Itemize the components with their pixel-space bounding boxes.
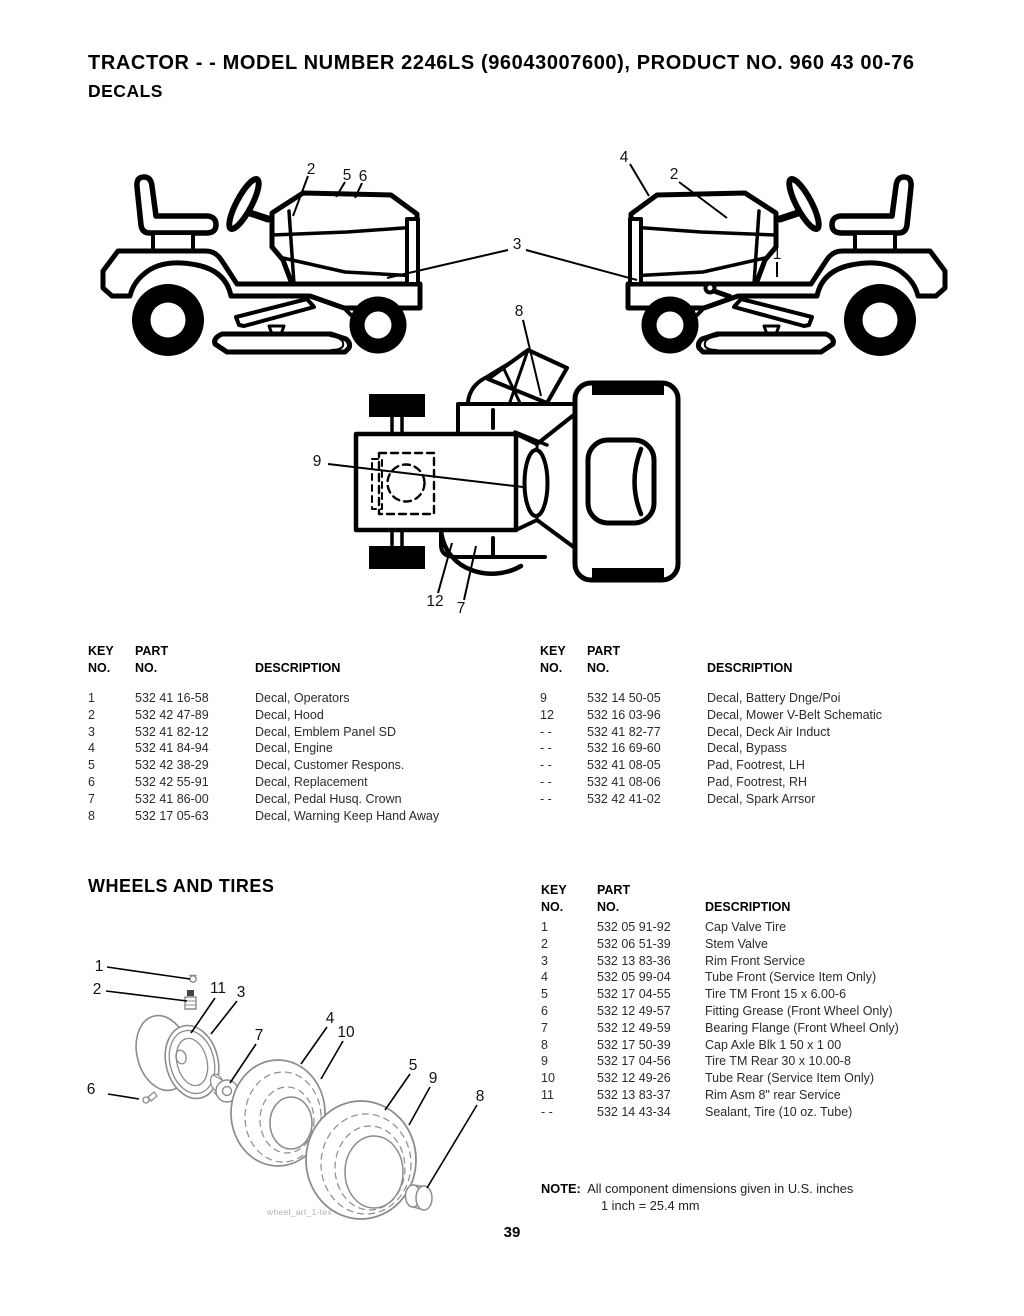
cell-part: 532 41 82-12 [135,724,209,739]
rim-drawing [129,1010,227,1104]
callout-decal: 2 [669,166,679,183]
valve-stem-drawing [185,990,196,1009]
table-row [541,1087,1001,1104]
callout-wheel: 1 [94,958,104,975]
cell-key: 7 [541,1020,548,1035]
cell-key: - - [540,741,552,756]
table-row [541,1070,1001,1087]
cell-part: 532 17 04-55 [597,987,671,1002]
wheel-exploded-illustration [129,976,432,1220]
cell-desc: Bearing Flange (Front Wheel Only) [705,1020,899,1035]
table-row [540,707,990,724]
decals-table-left [88,690,518,824]
page-title: TRACTOR - - MODEL NUMBER 2246LS (96043007600), PRODUCT NO. 960 43 00-76 [88,52,915,74]
callout-wheel: 11 [209,980,227,997]
cell-key: 5 [88,758,95,773]
callout-wheel: 10 [337,1024,355,1041]
note-line1: All component dimensions given in U.S. inches [587,1181,854,1196]
cell-desc: Tire TM Rear 30 x 10.00-8 [705,1054,851,1069]
tractor-right-illustration [628,176,945,356]
callout-decal: 2 [306,161,316,178]
seat-drawing [137,177,216,233]
callout-decal: 4 [619,149,629,166]
cell-key: 4 [541,970,548,985]
cell-key: 8 [88,808,95,823]
cell-part: 532 14 43-34 [597,1104,671,1119]
note-label: NOTE: [541,1181,581,1196]
cell-key: - - [540,758,552,773]
cell-part: 532 05 91-92 [597,920,671,934]
table-row [88,724,518,741]
deck-lever-drawing [236,299,314,326]
table-row [541,953,1001,970]
cell-part: 532 41 86-00 [135,791,209,806]
cell-key: 8 [541,1037,548,1052]
top-front-wheel-drawing [369,394,425,417]
callout-decal: 1 [772,246,782,263]
cell-part: 532 13 83-36 [597,953,671,968]
table-row [541,986,1001,1003]
table-row [88,791,518,808]
wheels-section-heading: WHEELS AND TIRES [88,876,275,896]
axle-cap-drawing [406,1185,433,1210]
cell-desc: Decal, Mower V-Belt Schematic [707,707,883,722]
decals-table-right [540,690,990,808]
cell-part: 532 41 08-06 [587,774,661,789]
cell-desc: Tube Rear (Service Item Only) [705,1071,875,1086]
table-row [88,690,518,707]
callout-decal: 5 [342,167,352,184]
table-row [540,690,990,707]
page-subtitle: DECALS [88,81,163,101]
frame-drawing [356,434,516,530]
decals-table-right-header: KEY PART NO. NO. DESCRIPTION [540,644,793,675]
cell-key: 4 [88,741,95,756]
cell-part: 532 42 38-29 [135,758,209,773]
cell-key: 12 [540,707,554,722]
callout-wheel: 5 [408,1057,418,1074]
cell-desc: Tire TM Front 15 x 6.00-6 [705,987,847,1002]
cell-desc: Cap Axle Blk 1 50 x 1 00 [705,1037,842,1052]
cell-key: - - [540,774,552,789]
cell-key: - - [540,791,552,806]
cell-part: 532 42 55-91 [135,774,209,789]
seat-pedestal-drawing [153,233,193,251]
callout-decal: 12 [426,593,444,610]
rear-tire-drawing [306,1101,416,1219]
engine-pulley-drawing [525,450,548,516]
callout-decal: 9 [312,453,322,470]
callout-decal: 6 [358,168,368,185]
callout-decal: 3 [512,236,522,253]
cell-part: 532 14 50-05 [587,691,661,705]
note-line2: 1 inch = 25.4 mm [601,1197,700,1213]
cell-key: 3 [541,953,548,968]
cell-part: 532 41 82-77 [587,724,661,739]
wheel-art-caption: wheel_art_1-tex [267,1207,332,1217]
callout-wheel: 3 [236,984,246,1001]
page-number: 39 [503,1224,521,1241]
table-row [88,757,518,774]
cell-key: 9 [540,691,547,705]
table-row [540,791,990,808]
cell-part: 532 12 49-57 [597,1003,671,1018]
cell-desc: Decal, Spark Arrsor [707,791,816,806]
wheels-table-header: KEY PART NO. NO. DESCRIPTION [541,883,791,914]
cell-desc: Decal, Operators [255,691,350,705]
grille-drawing [407,219,418,284]
cell-part: 532 41 84-94 [135,741,209,756]
callout-wheel: 7 [254,1027,264,1044]
cell-key: 11 [541,1087,554,1102]
steering-wheel-drawing [224,176,264,232]
top-front-wheel-drawing [369,546,425,569]
cell-part: 532 17 04-56 [597,1054,671,1069]
cell-desc: Decal, Emblem Panel SD [255,724,397,739]
cell-key: 5 [541,987,548,1002]
callout-wheel: 6 [86,1081,96,1098]
cell-key: 1 [541,920,548,934]
cell-key: 3 [88,724,95,739]
cell-part: 532 41 16-58 [135,691,209,705]
cell-desc: Fitting Grease (Front Wheel Only) [705,1003,893,1018]
table-row [541,1053,1001,1070]
cell-key: 2 [541,936,548,951]
steering-column-drawing [250,213,268,219]
table-row [88,707,518,724]
cell-key: 1 [88,691,95,705]
cell-part: 532 16 03-96 [587,707,661,722]
table-row [541,919,1001,936]
table-row [540,724,990,741]
chute-flag-drawing [488,350,567,403]
cell-part: 532 12 49-26 [597,1071,671,1086]
table-row [540,757,990,774]
note-block [541,1181,991,1214]
wheels-table [541,919,1001,1121]
callout-wheel: 4 [325,1010,335,1027]
cell-part: 532 42 41-02 [587,791,661,806]
cell-part: 532 17 50-39 [597,1037,671,1052]
table-row [541,1003,1001,1020]
cell-desc: Rim Asm 8" rear Service [705,1087,841,1102]
cell-desc: Decal, Battery Dnge/Poi [707,691,841,705]
table-row [88,774,518,791]
valve-cap-drawing [190,976,196,983]
cell-part: 532 42 47-89 [135,707,209,722]
callout-decal: 8 [514,303,524,320]
cell-desc: Decal, Bypass [707,741,787,756]
cell-part: 532 41 08-05 [587,758,661,773]
table-row [541,936,1001,953]
cell-key: 9 [541,1054,548,1069]
table-row [88,740,518,757]
table-row [541,1037,1001,1054]
callout-wheel: 2 [92,981,102,998]
top-view-illustration [356,350,678,580]
decals-table-left-header: KEY PART NO. NO. DESCRIPTION [88,644,341,675]
table-row [88,808,518,825]
cell-key: - - [540,724,552,739]
table-row [541,1104,1001,1121]
cell-part: 532 13 83-37 [597,1087,671,1102]
cell-part: 532 06 51-39 [597,936,671,951]
table-row [541,969,1001,986]
cell-desc: Stem Valve [705,936,768,951]
cell-key: - - [541,1104,553,1119]
cell-desc: Decal, Hood [255,707,324,722]
cell-part: 532 05 99-04 [597,970,671,985]
tractor-left-illustration [103,176,420,356]
cell-key: 7 [88,791,95,806]
cell-part: 532 16 69-60 [587,741,661,756]
table-row [540,740,990,757]
callout-decal: 7 [456,600,466,617]
cell-key: 10 [541,1071,555,1086]
grease-fitting-drawing [143,1092,157,1103]
cell-desc: Decal, Replacement [255,774,368,789]
cell-desc: Pad, Footrest, LH [707,758,805,773]
cell-part: 532 17 05-63 [135,808,209,823]
seat-top-drawing [588,440,654,523]
table-row [540,774,990,791]
cell-desc: Decal, Customer Respons. [255,758,405,773]
cell-desc: Rim Front Service [705,953,806,968]
cell-desc: Decal, Deck Air Induct [707,724,830,739]
cell-key: 6 [541,1003,548,1018]
cell-desc: Cap Valve Tire [705,920,787,934]
cell-desc: Sealant, Tire (10 oz. Tube) [705,1104,853,1119]
callout-wheel: 8 [475,1088,485,1105]
cell-desc: Decal, Warning Keep Hand Away [255,808,440,823]
cell-key: 2 [88,707,95,722]
callout-wheel: 9 [428,1070,438,1087]
table-row [541,1020,1001,1037]
cell-desc: Tube Front (Service Item Only) [705,970,877,985]
cell-part: 532 12 49-59 [597,1020,671,1035]
cell-desc: Decal, Engine [255,741,333,756]
cell-desc: Pad, Footrest, RH [707,774,808,789]
cell-key: 6 [88,774,95,789]
cell-desc: Decal, Pedal Husq. Crown [255,791,402,806]
